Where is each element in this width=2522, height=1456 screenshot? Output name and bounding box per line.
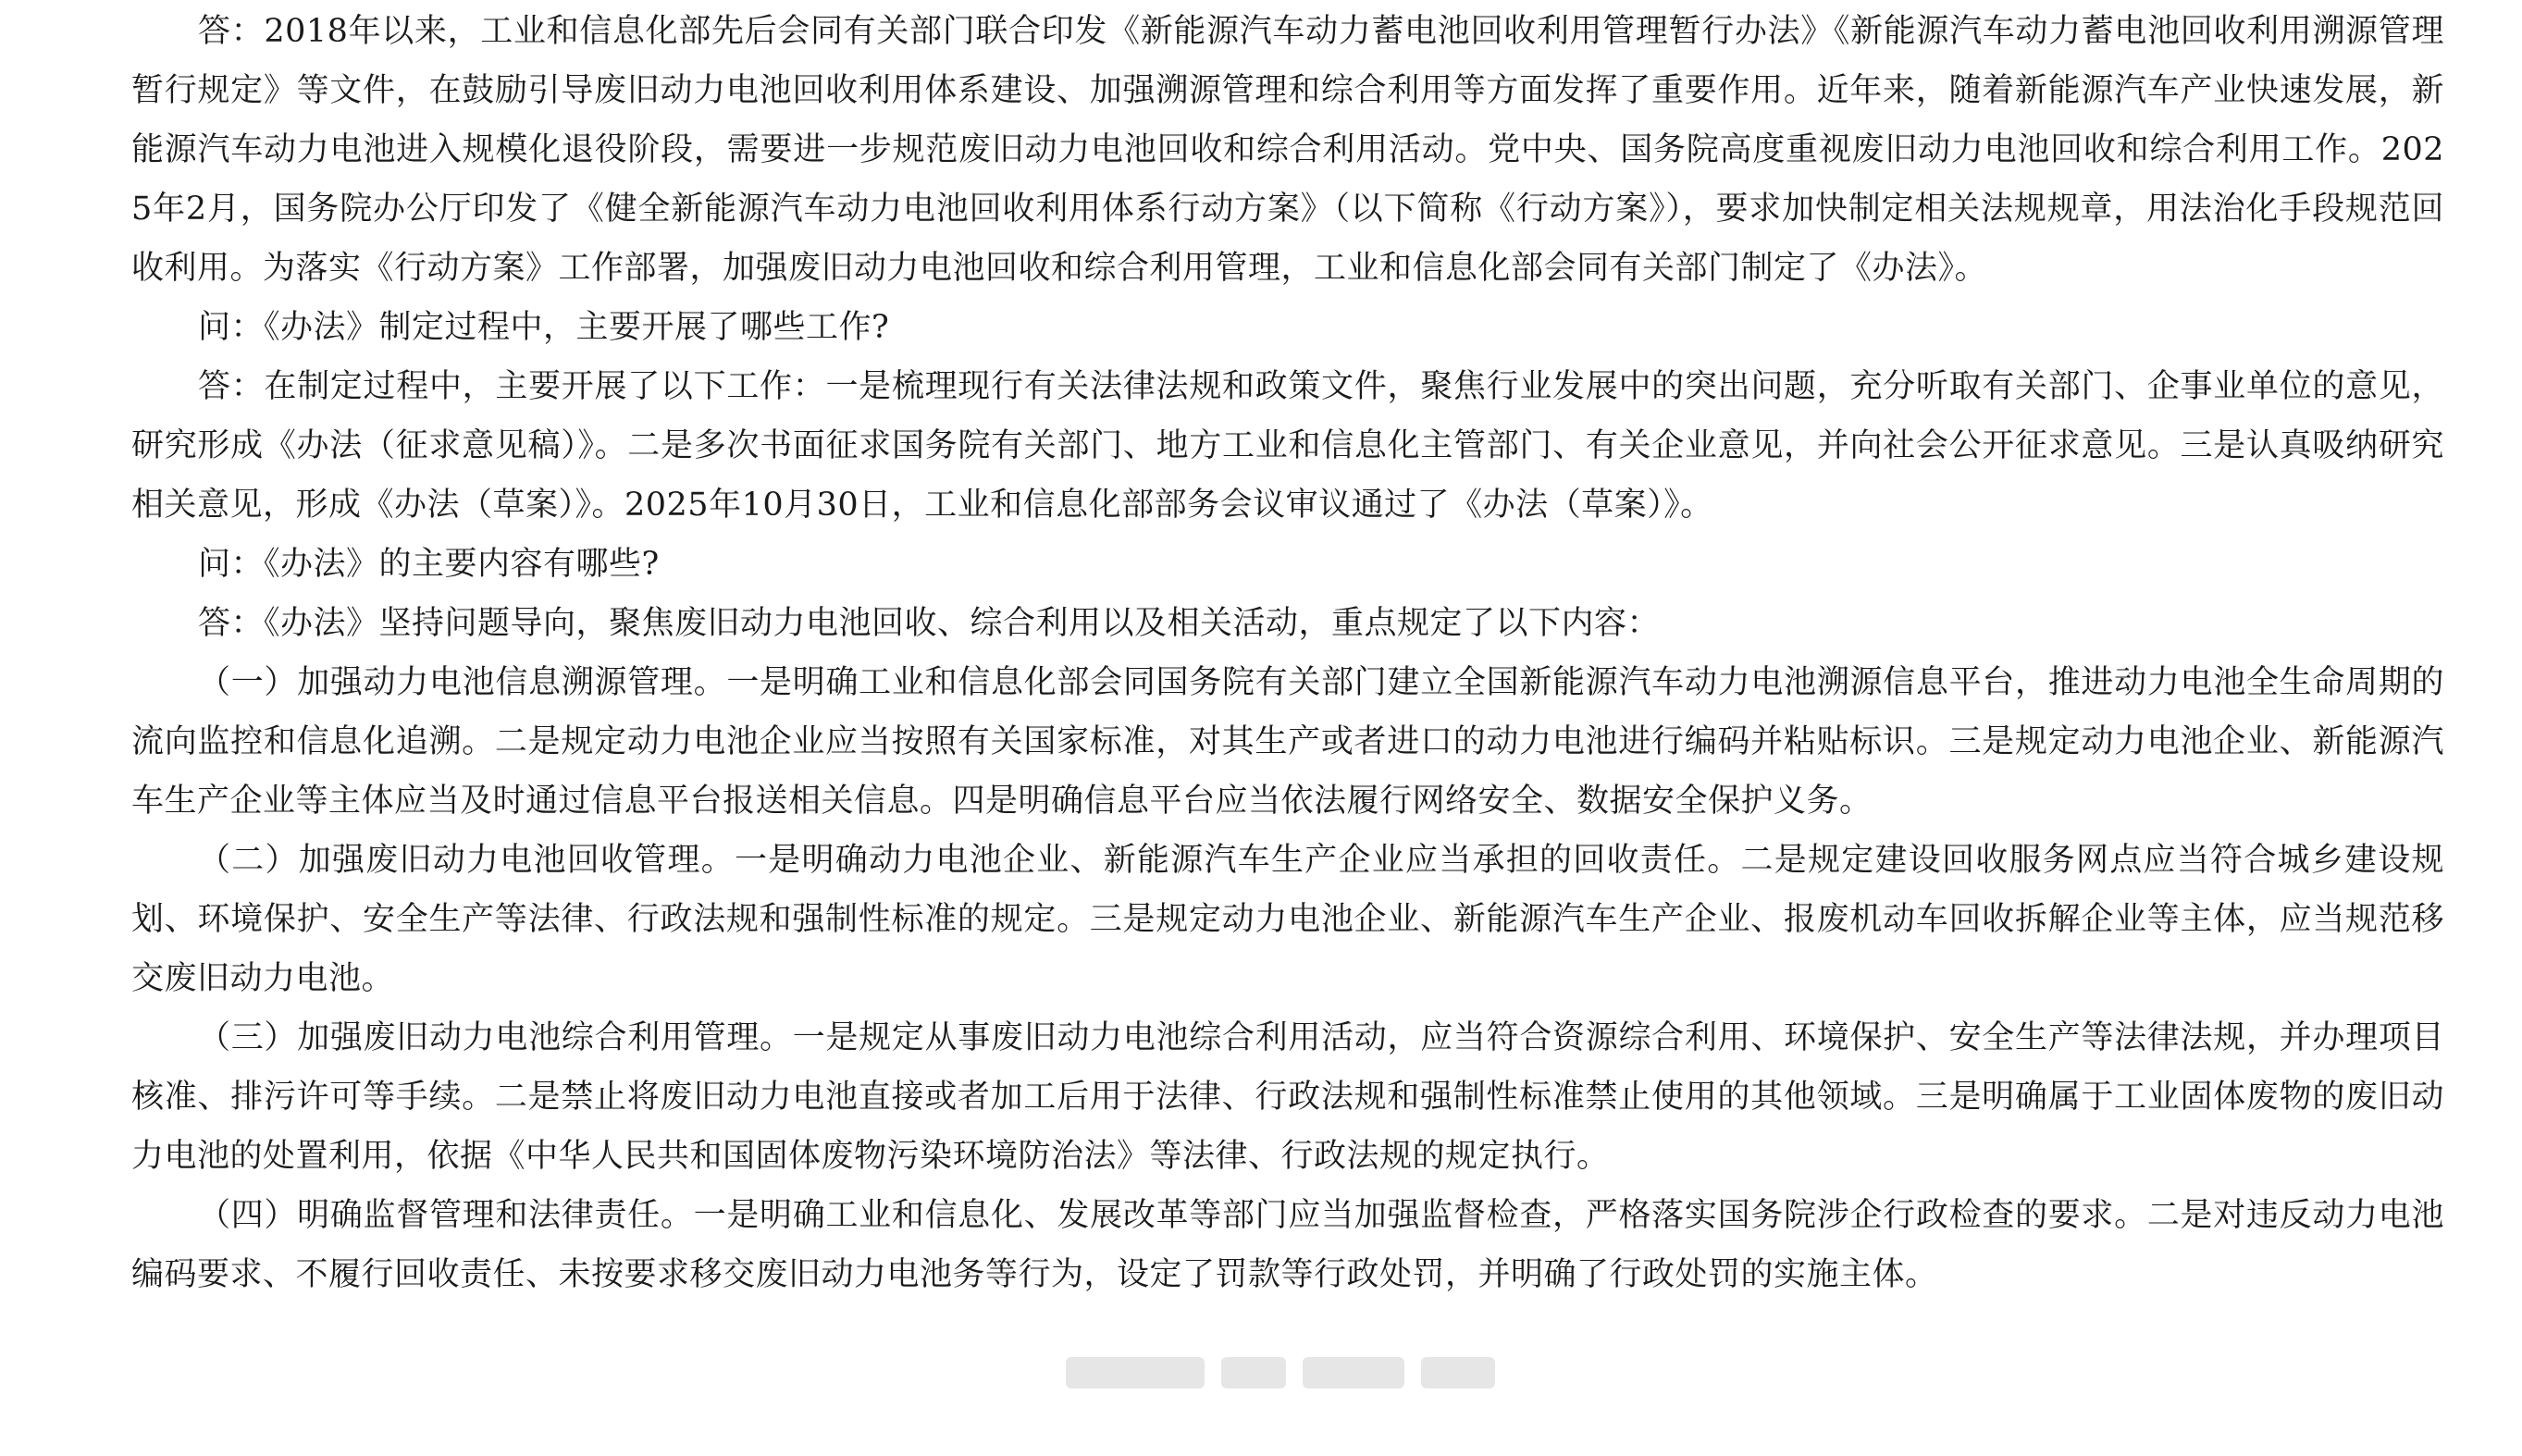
- question-main-content: 问：《办法》的主要内容有哪些?: [198, 546, 660, 583]
- section-4-supervision: （四）明确监督管理和法律责任。一是明确工业和信息化、发展改革等部门应当加强监督检查，严格落实国务院涉企行政检查的要求。二是对违反动力电池编码要求、不履行回收责任、未按要求移交废旧动力电池务等行为，设定了罚款等行政处罚，并明确了行政处罚的实施主体。: [131, 1197, 2444, 1293]
- answer-background-paragraph: 答：2018年以来，工业和信息化部先后会同有关部门联合印发《新能源汽车动力蓄电池回收利用管理暂行办法》《新能源汽车动力蓄电池回收利用溯源管理暂行规定》等文件，在鼓励引导废旧动力电池回收利用体系建设、加强溯源管理和综合利用等方面发挥了重要作用。近年来，随着新能源汽车产业快速发展，新能源汽车动力电池进入规模化退役阶段，需要进一步规范废旧动力电池回收和综合利用活动。党中央、国务院高度重视废旧动力电池回收和综合利用工作。2025年2月，国务院办公厅印发了《健全新能源汽车动力电池回收利用体系行动方案》（以下简称《行动方案》），要求加快制定相关法规规章，用法治化手段规范回收利用。为落实《行动方案》工作部署，加强废旧动力电池回收和综合利用管理，工业和信息化部会同有关部门制定了《办法》。: [131, 13, 2444, 287]
- section-3-comprehensive-use: （三）加强废旧动力电池综合利用管理。一是规定从事废旧动力电池综合利用活动，应当符合资源综合利用、环境保护、安全生产等法律法规，并办理项目核准、排污许可等手续。二是禁止将废旧动力电池直接或者加工后用于法律、行政法规和强制性标准禁止使用的其他领域。三是明确属于工业固体废物的废旧动力电池的处置利用，依据《中华人民共和国固体废物污染环境防治法》等法律、行政法规的规定执行。: [131, 1019, 2444, 1175]
- question-drafting-process: 问：《办法》制定过程中，主要开展了哪些工作?: [198, 309, 890, 346]
- redaction-bar: [1221, 1357, 1286, 1388]
- document-body: [131, 0, 2444, 1304]
- redaction-bar: [1303, 1357, 1404, 1388]
- answer-main-content-intro: 答：《办法》坚持问题导向，聚焦废旧动力电池回收、综合利用以及相关活动，重点规定了以下内容：: [198, 605, 1661, 642]
- redaction-overlay: [1038, 1345, 1501, 1400]
- redaction-bar: [1421, 1357, 1495, 1388]
- redaction-bar: [1066, 1357, 1205, 1388]
- section-2-recycling: （二）加强废旧动力电池回收管理。一是明确动力电池企业、新能源汽车生产企业应当承担的回收责任。二是规定建设回收服务网点应当符合城乡建设规划、环境保护、安全生产等法律、行政法规和强制性标准的规定。三是规定动力电池企业、新能源汽车生产企业、报废机动车回收拆解企业等主体，应当规范移交废旧动力电池。: [131, 842, 2444, 997]
- section-1-traceability: （一）加强动力电池信息溯源管理。一是明确工业和信息化部会同国务院有关部门建立全国新能源汽车动力电池溯源信息平台，推进动力电池全生命周期的流向监控和信息化追溯。二是规定动力电池企业应当按照有关国家标准，对其生产或者进口的动力电池进行编码并粘贴标识。三是规定动力电池企业、新能源汽车生产企业等主体应当及时通过信息平台报送相关信息。四是明确信息平台应当依法履行网络安全、数据安全保护义务。: [131, 664, 2444, 820]
- answer-drafting-process: 答：在制定过程中，主要开展了以下工作：一是梳理现行有关法律法规和政策文件，聚焦行业发展中的突出问题，充分听取有关部门、企事业单位的意见，研究形成《办法（征求意见稿）》。二是多次书面征求国务院有关部门、地方工业和信息化主管部门、有关企业意见，并向社会公开征求意见。三是认真吸纳研究相关意见，形成《办法（草案）》。2025年10月30日，工业和信息化部部务会议审议通过了《办法（草案）》。: [131, 368, 2444, 524]
